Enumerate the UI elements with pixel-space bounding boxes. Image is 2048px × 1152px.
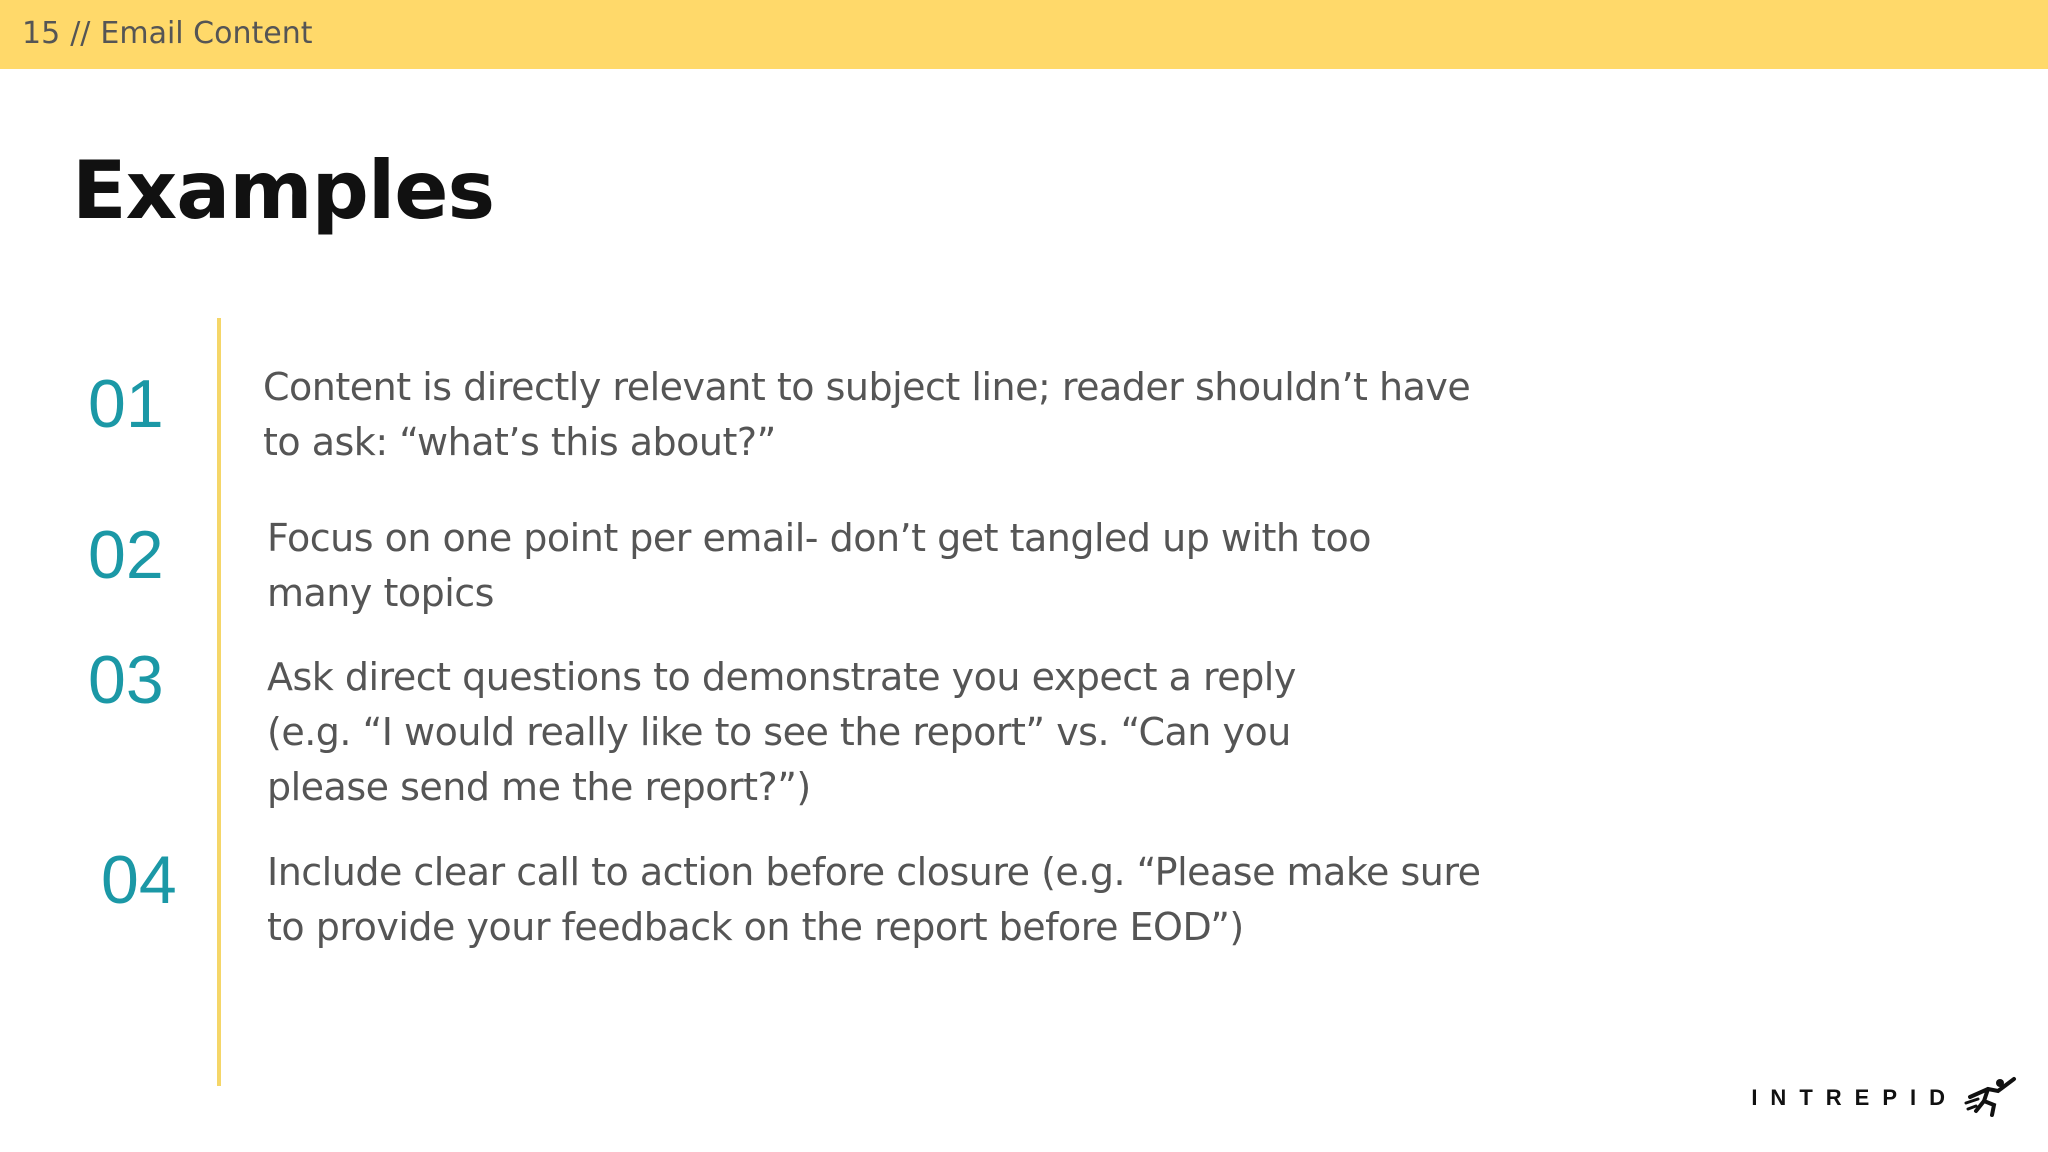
item-text-03: Ask direct questions to demonstrate you expect a reply (e.g. “I would really like to see the report” vs. “Can you please send me the report?”) bbox=[267, 655, 1296, 809]
item-text-01: Content is directly relevant to subject line; reader shouldn’t have to ask: “what’s this about?” bbox=[263, 365, 1471, 464]
item-number-01: 01 bbox=[88, 366, 164, 442]
brand-logo bbox=[1751, 1073, 2018, 1122]
section-title: Email Content bbox=[100, 16, 313, 51]
running-figure-icon bbox=[1962, 1073, 2018, 1122]
brand-name: INTREPID bbox=[1751, 1084, 1958, 1110]
breadcrumb bbox=[22, 16, 313, 51]
item-text-02: Focus on one point per email- don’t get tangled up with too many topics bbox=[267, 516, 1371, 615]
page-title: Examples bbox=[72, 144, 495, 237]
item-number-03: 03 bbox=[88, 642, 164, 718]
item-number-02: 02 bbox=[88, 517, 164, 593]
item-number-04: 04 bbox=[101, 842, 177, 918]
item-text-04: Include clear call to action before closure (e.g. “Please make sure to provide your feedback on the report before EOD”) bbox=[267, 850, 1481, 949]
breadcrumb-separator: // bbox=[70, 16, 91, 51]
page-number: 15 bbox=[22, 16, 61, 51]
header-bar bbox=[0, 0, 2048, 69]
vertical-divider bbox=[217, 318, 221, 1086]
